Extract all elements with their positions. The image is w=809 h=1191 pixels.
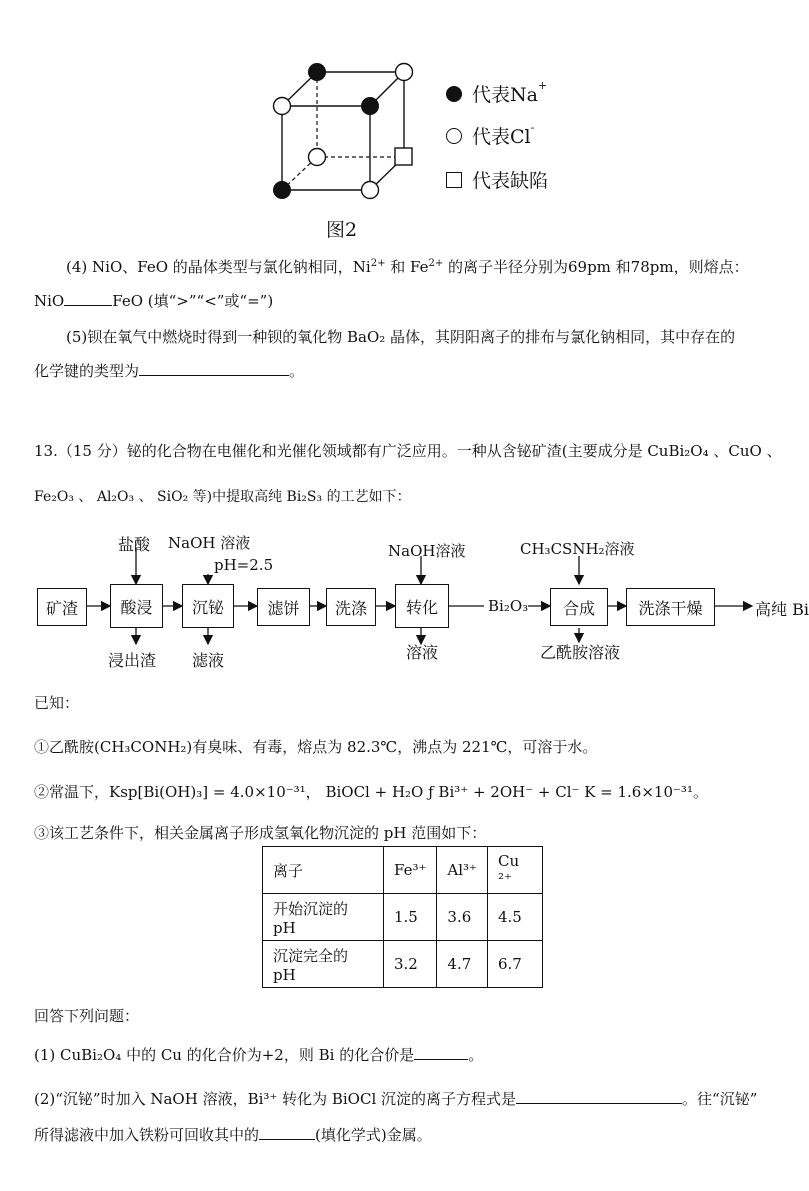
answer-blank[interactable] [516,1088,682,1104]
answer-blank[interactable] [64,290,112,306]
flow-box-ore: 矿渣 [37,588,87,626]
flow-label-solution: 溶液 [406,643,439,662]
answer-blank[interactable] [139,360,289,376]
table-cell: 沉淀完全的 pH [263,941,384,988]
na-ion-atom [309,64,326,81]
q13-intro-line2: Fe₂O₃ 、 Al₂O₃ 、 SiO₂ 等)中提取高纯 Bi₂S₃ 的工艺如下： [34,489,411,505]
figure-caption: 图2 [326,219,358,241]
table-row [263,847,543,894]
table-header-cell: Cu ²⁺ [487,847,542,894]
cl-ion-atom [309,149,326,166]
question-2-line1: (2)“沉铋”时加入 NaOH 溶液，Bi³⁺ 转化为 BiOCl 沉淀的离子方程式是 。往“沉铋” [34,1090,758,1108]
known-item-2: ②常温下，Ksp[Bi(OH)₃] = 4.0×10⁻³¹， BiOCl + H₂O ƒ Bi³⁺ + 2OH⁻ + Cl⁻ K = 1.6×10⁻³¹。 [34,783,708,801]
table-header-cell: Fe³⁺ [384,847,437,894]
table-row [263,941,543,988]
flow-box-wash: 洗涤 [326,588,376,626]
cl-ion-atom [362,182,379,199]
filled-circle-icon [446,86,462,102]
flow-box-synthesis: 合成 [550,588,608,626]
flow-label-filtrate: 滤液 [192,651,225,670]
cl-ion-atom [396,64,413,81]
open-circle-icon [446,128,462,144]
answer-blank[interactable] [259,1124,315,1140]
na-ion-atom [362,98,379,115]
flow-box-convert: 转化 [395,584,449,628]
flow-label-naoh-1: NaOH 溶液 [168,534,251,552]
cl-ion-atom [274,98,291,115]
table-header-cell: Al³⁺ [437,847,488,894]
legend-defect: 代表缺陷 [446,166,548,193]
table-cell: 3.6 [437,894,488,941]
flow-label-residue: 浸出渣 [108,651,157,670]
flow-label-hcl: 盐酸 [118,535,151,554]
na-ion-atom [274,182,291,199]
table-cell: 开始沉淀的 pH [263,894,384,941]
flow-label-acetamide-solution: 乙酰胺溶液 [540,643,621,662]
table-cell: 6.7 [487,941,542,988]
defect-square [395,148,412,165]
flow-box-precipitate-bi: 沉铋 [182,584,234,628]
known-title: 已知： [34,694,80,712]
q4-line2: NiO FeO (填“>”“<”或“=”) [34,292,274,310]
table-cell: 3.2 [384,941,437,988]
question-1: (1) CuBi₂O₄ 中的 Cu 的化合价为+2，则 Bi 的化合价是 。 [34,1046,484,1064]
known-item-1: ①乙酰胺(CH₃CONH₂)有臭味、有毒，熔点为 82.3℃，沸点为 221℃，可溶于水。 [34,738,598,756]
table-row [263,894,543,941]
questions-title: 回答下列问题： [34,1007,140,1025]
flow-label-thioacetamide: CH₃CSNH₂溶液 [520,540,635,558]
q5-line1: (5)钡在氧气中燃烧时得到一种钡的氧化物 BaO₂ 晶体，其阴阳离子的排布与氯化钠相同，其中存在的 [66,328,736,346]
open-square-icon [446,172,462,188]
flow-label-bi2o3: Bi₂O₃ [488,597,529,615]
known-item-3: ③该工艺条件下，相关金属离子形成氢氧化物沉淀的 pH 范围如下： [34,824,487,842]
answer-blank[interactable] [414,1044,468,1060]
flow-label-naoh-2: NaOH溶液 [388,542,466,560]
flow-label-ph: pH=2.5 [214,556,274,574]
table-header-cell: 离子 [263,847,384,894]
q13-intro-line1: 13.（15 分）铋的化合物在电催化和光催化领域都有广泛应用。一种从含铋矿渣(主要成分是 CuBi₂O₄ 、CuO 、 [34,442,782,460]
table-cell: 4.7 [437,941,488,988]
q4-line1: (4) NiO、FeO 的晶体类型与氯化钠相同，$Ni^{2+}$ 和 $Fe^{2+}$ 的离子半径分别为69pm 和78pm，则熔点： [66,258,749,276]
q5-line2: 化学键的类型为 。 [34,362,305,380]
flow-box-acid-leach: 酸浸 [110,584,163,628]
legend-na: 代表Na + [446,80,547,107]
table-cell: 4.5 [487,894,542,941]
table-cell: 1.5 [384,894,437,941]
legend-cl: 代表Cl - [446,122,534,149]
flow-box-wash-dry: 洗涤干燥 [626,588,715,626]
crystal-cell-figure [262,60,422,205]
flow-label-product: 高纯 Bi [755,600,809,619]
question-2-line2: 所得滤液中加入铁粉可回收其中的 (填化学式)金属。 [34,1126,432,1144]
flow-box-filter-cake: 滤饼 [257,588,310,626]
ion-ph-table [262,846,543,988]
